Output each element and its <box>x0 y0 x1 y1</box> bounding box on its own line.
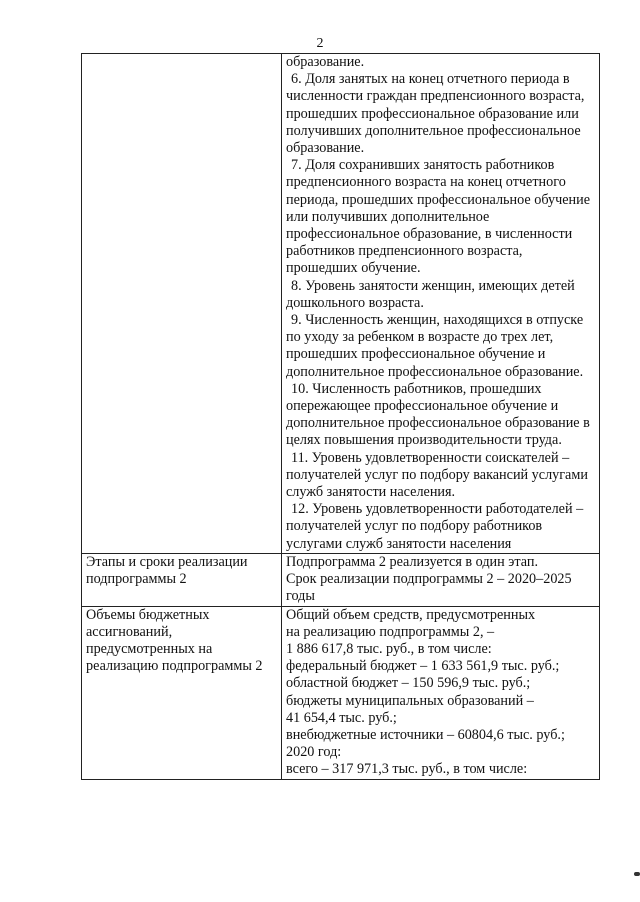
indicator-10: 10. Численность работников, прошедших опережающее профессиональное обучение и дополнительное профессиональное образование в целях повышения производительности труда. <box>286 380 590 449</box>
budget-line: бюджеты муниципальных образований – <box>286 692 534 709</box>
indicator-12: 12. Уровень удовлетворенности работодателей – получателей услуг по подбору работников услугами служб занятости населения <box>286 501 584 552</box>
budget-line: внебюджетные источники – 60804,6 тыс. руб.; <box>286 726 565 743</box>
budget-line: 2020 год: <box>286 744 342 761</box>
budget-line: Общий объем средств, предусмотренных <box>286 606 536 623</box>
budget-line: 1 886 617,8 тыс. руб., в том числе: <box>286 640 492 657</box>
scan-mark <box>634 872 640 876</box>
budget-line: на реализацию подпрограммы 2, – <box>286 623 495 640</box>
indicator-6: 6. Доля занятых на конец отчетного периода в численности граждан предпенсионного возраста, прошедших профессиональное образование или получивших дополнительное профессиональное образование. <box>286 71 585 157</box>
passport-table <box>81 53 600 780</box>
indicator-11: 11. Уровень удовлетворенности соискателей – получателей услуг по подбору вакансий услугами служб занятости населения. <box>286 449 588 501</box>
budget-line: областной бюджет – 150 596,9 тыс. руб.; <box>286 675 531 692</box>
budget-label: Объемы бюджетных ассигнований, предусмотренных на реализацию подпрограммы 2 <box>82 606 282 779</box>
indicator-8: 8. Уровень занятости женщин, имеющих детей дошкольного возраста. <box>286 277 575 311</box>
stages-row <box>82 553 600 606</box>
stages-label: Этапы и сроки реализации подпрограммы 2 <box>82 553 282 606</box>
indicator-7: 7. Доля сохранивших занятость работников предпенсионного возраста на конец отчетного периода, прошедших профессиональное обучение или получивших дополнительное профессиональное образование, в численности работников предпенсионного возраста, прошедших обучение. <box>286 157 591 277</box>
budget-line: 41 654,4 тыс. руб.; <box>286 709 397 726</box>
budget-row <box>82 606 600 779</box>
indicators-list-cell <box>282 54 600 554</box>
indicator-9: 9. Численность женщин, находящихся в отпуске по уходу за ребенком в возрасте до трех лет, прошедших профессиональное обучение и дополнительное профессиональное образование. <box>286 312 584 380</box>
stages-line: Подпрограмма 2 реализуется в один этап. <box>286 553 538 570</box>
indicators-row <box>82 54 600 554</box>
page-number: 2 <box>316 36 324 51</box>
stages-line: Срок реализации подпрограммы 2 – 2020–2025 годы <box>286 571 572 605</box>
budget-line: всего – 317 971,3 тыс. руб., в том числе: <box>286 761 528 778</box>
indicators-left-cell <box>82 54 282 554</box>
budget-line: федеральный бюджет – 1 633 561,9 тыс. руб.; <box>286 658 560 675</box>
stages-value-cell <box>282 553 600 606</box>
budget-value-cell <box>282 606 600 779</box>
indicator-continuation: образование. <box>286 54 365 70</box>
